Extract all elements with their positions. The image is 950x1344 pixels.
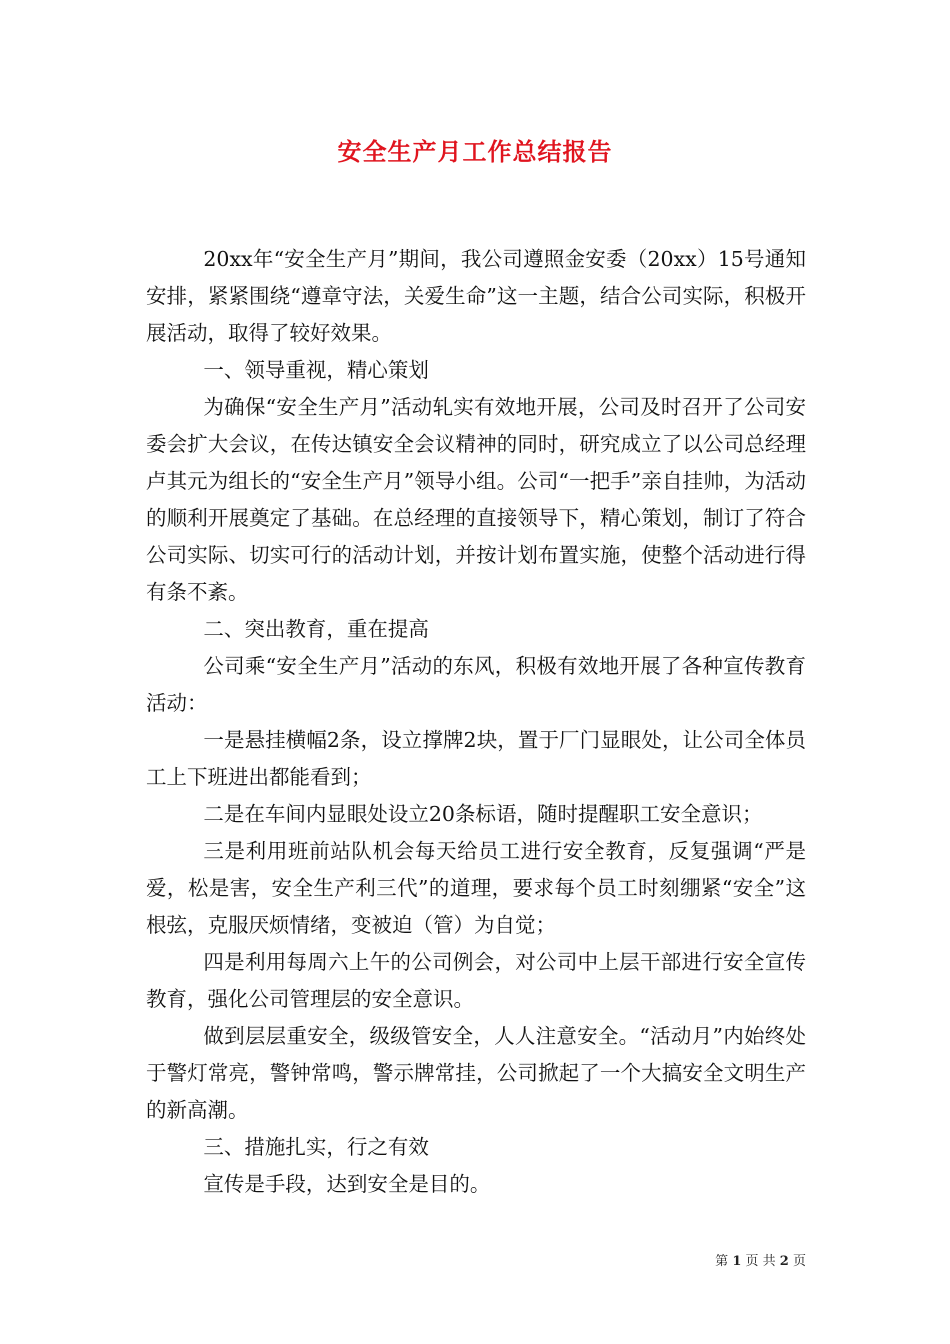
section-heading-2: 二、突出教育，重在提高 <box>203 617 429 641</box>
paragraph-leadership: 为确保“安全生产月”活动轧实有效地开展，公司及时召开了公司安委会扩大会议，在传达镇安全会议精神的同时，研究成立了以公司总经理卢其元为组长的“安全生产月”领导小组。公司“一把手”亲自挂帅，为活动的顺利开展奠定了基础。在总经理的直接领导下，精心策划，制订了符合公司实际、切实可行的活动计划，并按计划布置实施，使整个活动进行得有条不紊。 <box>146 395 806 604</box>
current-page-number: 1 <box>732 1254 742 1269</box>
document-body <box>146 241 806 1203</box>
footer-suffix: 页 <box>792 1254 806 1269</box>
paragraph-intro: 20xx年“安全生产月”期间，我公司遵照金安委（20xx）15号通知安排，紧紧围绕“遵章守法，关爱生命”这一主题，结合公司实际，积极开展活动，取得了较好效果。 <box>146 247 806 345</box>
paragraph-item-1: 一是悬挂横幅2条，设立撑牌2块，置于厂门显眼处，让公司全体员工上下班进出都能看到； <box>146 728 806 789</box>
paragraph-summary: 做到层层重安全，级级管安全，人人注意安全。“活动月”内始终处于警灯常亮，警钟常鸣，警示牌常挂，公司掀起了一个大搞安全文明生产的新高潮。 <box>146 1024 806 1122</box>
section-heading-1: 一、领导重视，精心策划 <box>203 358 429 382</box>
page-number-footer <box>715 1250 806 1269</box>
footer-middle: 页 共 <box>745 1254 776 1269</box>
paragraph-item-3: 三是利用班前站队机会每天给员工进行安全教育，反复强调“严是爱，松是害，安全生产利三代”的道理，要求每个员工时刻绷紧“安全”这根弦，克服厌烦情绪，变被迫（管）为自觉； <box>146 839 806 937</box>
paragraph-item-4: 四是利用每周六上午的公司例会，对公司中上层干部进行安全宣传教育，强化公司管理层的安全意识。 <box>146 950 806 1011</box>
paragraph-measures: 宣传是手段，达到安全是目的。 <box>203 1172 491 1196</box>
footer-prefix: 第 <box>715 1254 729 1269</box>
total-pages-number: 2 <box>779 1254 789 1269</box>
paragraph-education-intro: 公司乘“安全生产月”活动的东风，积极有效地开展了各种宣传教育活动： <box>146 654 806 715</box>
paragraph-item-2: 二是在车间内显眼处设立20条标语，随时提醒职工安全意识； <box>203 802 763 826</box>
document-title: 安全生产月工作总结报告 <box>337 138 613 166</box>
section-heading-3: 三、措施扎实，行之有效 <box>203 1135 429 1159</box>
